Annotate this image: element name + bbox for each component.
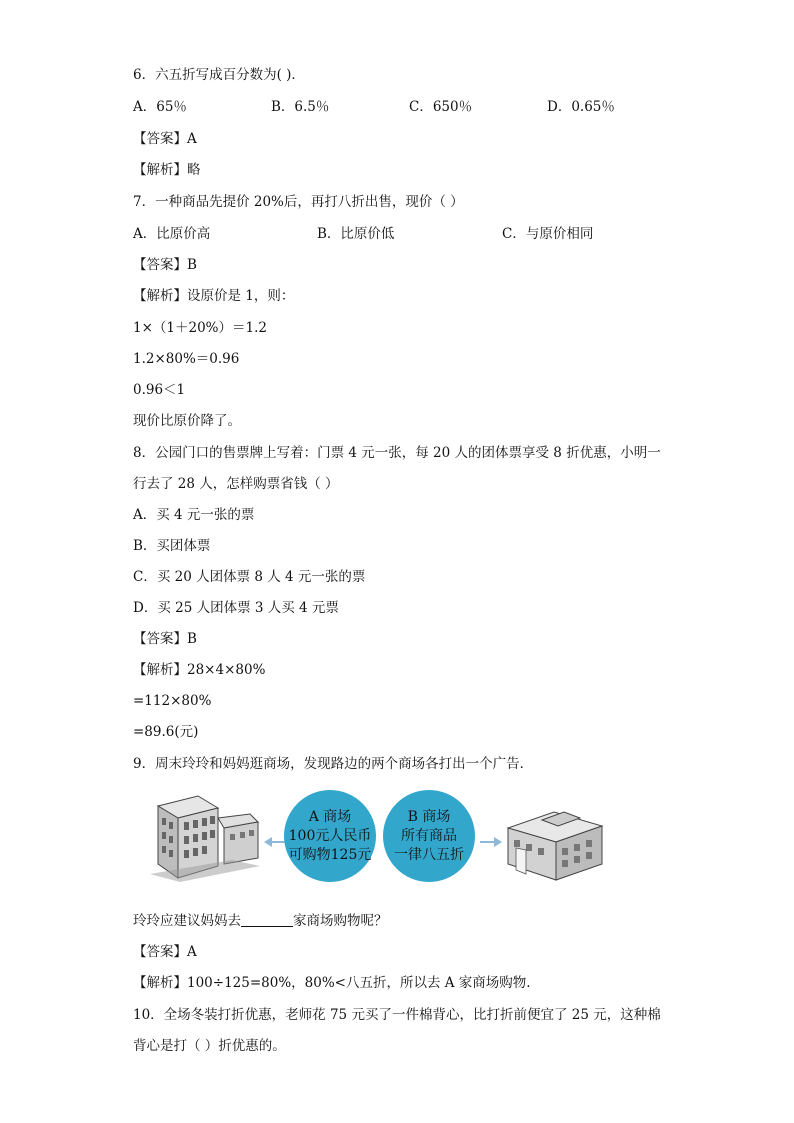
q6-option-d: D．0.65％ bbox=[547, 99, 615, 115]
q6-analysis: 【解析】略 bbox=[133, 162, 201, 178]
q7-option-c: C．与原价相同 bbox=[502, 226, 594, 242]
q9-question-suffix: 家商场购物呢？ bbox=[293, 913, 388, 929]
mall-a-line3: 可购物125元 bbox=[288, 846, 372, 863]
q9-question bbox=[133, 912, 388, 930]
left-arrow-icon bbox=[264, 836, 286, 848]
q9-advertisement-figure bbox=[140, 790, 610, 890]
q6-stem: 6．六五折写成百分数为( )． bbox=[133, 67, 305, 83]
q8-option-a: A．买 4 元一张的票 bbox=[133, 507, 255, 523]
q7-analysis-line: 1×（1＋20%）＝1.2 bbox=[133, 320, 267, 336]
mall-b-ad-bubble bbox=[383, 790, 475, 882]
q7-analysis-line: 0.96＜1 bbox=[133, 382, 186, 398]
mall-a-ad-bubble bbox=[284, 790, 376, 882]
q7-option-a: A．比原价高 bbox=[133, 226, 211, 242]
q10-stem-line2: 背心是打（ ）折优惠的。 bbox=[133, 1038, 286, 1054]
q8-stem-line1: 8．公园门口的售票牌上写着：门票 4 元一张，每 20 人的团体票享受 8 折优惠，小明一 bbox=[133, 445, 661, 461]
q7-analysis-line: 【解析】设原价是 1，则： bbox=[133, 288, 295, 304]
q8-analysis-line: =112×80% bbox=[133, 693, 212, 709]
q8-option-b: B．买团体票 bbox=[133, 538, 211, 554]
q6-option-c: C．650％ bbox=[409, 99, 473, 115]
q8-stem-line2: 行去了 28 人，怎样购票省钱（ ） bbox=[133, 476, 339, 492]
mall-a-line2: 100元人民币 bbox=[288, 827, 372, 844]
q9-stem: 9．周末玲玲和妈妈逛商场，发现路边的两个商场各打出一个广告． bbox=[133, 756, 534, 772]
building-a-illustration bbox=[140, 792, 260, 882]
mall-b-line2: 所有商品 bbox=[401, 827, 457, 844]
q7-answer: 【答案】B bbox=[133, 257, 197, 273]
building-b-illustration bbox=[502, 798, 610, 886]
mall-b-line3: 一律八五折 bbox=[394, 846, 464, 863]
q8-answer: 【答案】B bbox=[133, 631, 197, 647]
q9-answer: 【答案】A bbox=[133, 944, 197, 960]
q7-analysis-line: 1.2×80%＝0.96 bbox=[133, 351, 240, 367]
q8-analysis-line: 【解析】28×4×80% bbox=[133, 662, 266, 678]
q10-stem-line1: 10．全场冬装打折优惠，老师花 75 元买了一件棉背心，比打折前便宜了 25 元，这种棉 bbox=[133, 1007, 661, 1023]
q8-option-c: C．买 20 人团体票 8 人 4 元一张的票 bbox=[133, 569, 366, 585]
q8-analysis-line: =89.6(元) bbox=[133, 724, 199, 740]
mall-b-title: B 商场 bbox=[407, 808, 451, 825]
q7-analysis-line: 现价比原价降了。 bbox=[133, 413, 241, 429]
q9-answer-blank[interactable] bbox=[241, 912, 293, 927]
q7-stem: 7．一种商品先提价 20%后，再打八折出售，现价（ ） bbox=[133, 194, 464, 210]
q9-question-prefix: 玲玲应建议妈妈去 bbox=[133, 913, 241, 929]
q6-option-a: A．65％ bbox=[133, 99, 187, 115]
q7-option-b: B．比原价低 bbox=[317, 226, 395, 242]
mall-a-title: A 商场 bbox=[308, 808, 352, 825]
q6-answer: 【答案】A bbox=[133, 131, 197, 147]
right-arrow-icon bbox=[480, 836, 502, 848]
q6-option-b: B．6.5％ bbox=[271, 99, 330, 115]
q8-option-d: D．买 25 人团体票 3 人买 4 元票 bbox=[133, 600, 339, 616]
q9-analysis: 【解析】100÷125=80%，80%<八五折，所以去 A 家商场购物. bbox=[133, 975, 531, 991]
